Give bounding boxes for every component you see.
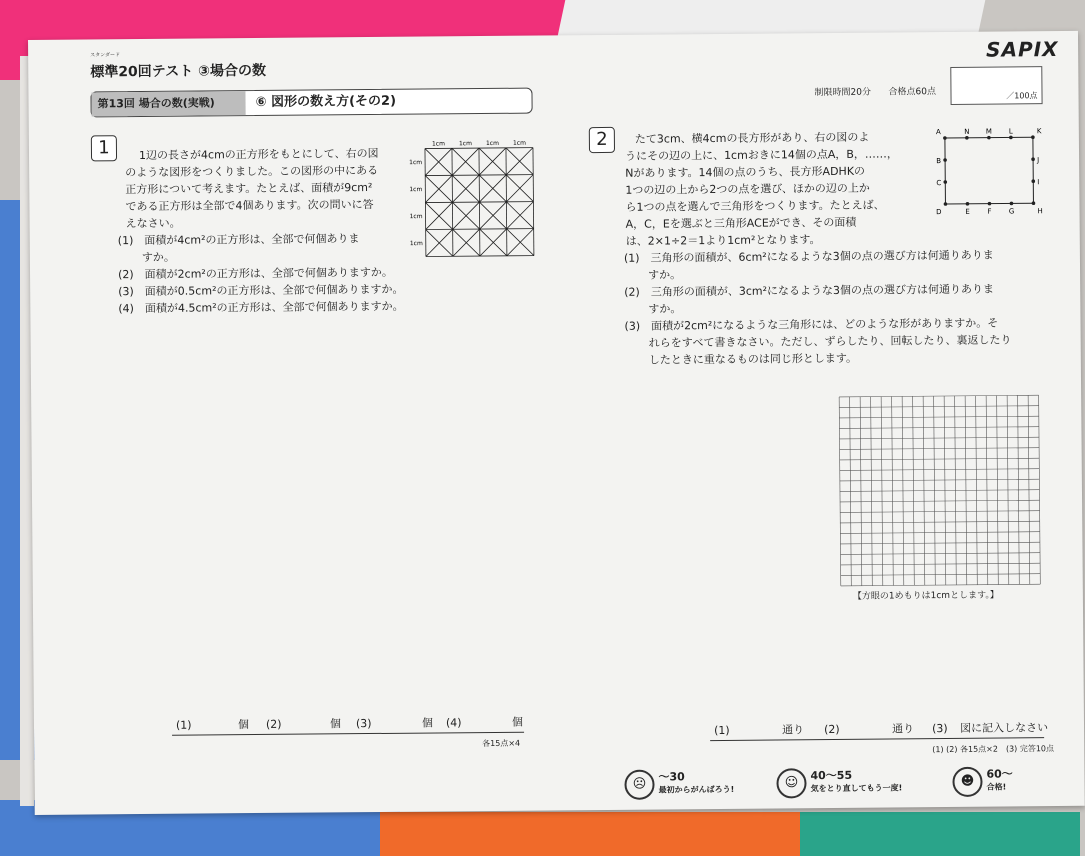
unit-label: 1cm bbox=[409, 159, 423, 167]
question-1-text bbox=[117, 145, 404, 317]
q2-answer-grid[interactable] bbox=[837, 393, 1043, 587]
graph-line bbox=[840, 458, 1039, 460]
point-H bbox=[1032, 201, 1036, 205]
graph-line bbox=[839, 395, 1038, 397]
q2-line: 1つの辺の上から2つの点を選び、ほかの辺の上か bbox=[625, 181, 870, 197]
unit-label: 1cm bbox=[409, 213, 423, 221]
point-K bbox=[1031, 135, 1035, 139]
feedback-high-message: 合格! bbox=[986, 782, 1007, 792]
q1-line: のような図形をつくりました。この図形の中にある bbox=[125, 163, 379, 180]
point-label: C bbox=[936, 179, 942, 188]
laugh-face-icon: ☻ bbox=[952, 767, 982, 797]
q1-line: 1辺の長さが4cmの正方形をもとにして、右の図 bbox=[138, 146, 379, 163]
rectangle-adhk bbox=[945, 137, 1034, 204]
point-label: B bbox=[936, 157, 942, 166]
feedback-mid-message: 気をとり直してもう一度! bbox=[810, 783, 903, 794]
q2-line: したときに重なるものは同じ形とします。 bbox=[648, 351, 857, 367]
feedback-mid-range: 40～55 bbox=[810, 768, 853, 783]
point-label: M bbox=[985, 127, 992, 136]
q1-answer-3-label: (3) bbox=[355, 717, 372, 731]
q2-line: すか。 bbox=[648, 302, 682, 316]
q1-answer-1-unit[interactable]: 個 bbox=[237, 718, 250, 732]
q2-line: は、2×1÷2＝1より1cm²となります。 bbox=[625, 233, 821, 248]
graph-line bbox=[839, 416, 1038, 418]
q2-line: すか。 bbox=[648, 268, 682, 282]
q2-answer-2-unit[interactable]: 通り bbox=[891, 722, 915, 736]
graph-line bbox=[840, 521, 1039, 523]
pass-score: 合格点60点 bbox=[888, 87, 936, 98]
q2-line: うにその辺の上に、1cmおきに14個の点A，B，……， bbox=[624, 147, 898, 163]
point-D bbox=[944, 202, 948, 206]
graph-line bbox=[841, 584, 1040, 586]
q1-subquestion-3: (3) 面積が0.5cm²の正方形は、全部で何個ありますか。 bbox=[118, 282, 404, 299]
q2-answer-3-instruction: 図に記入しなさい bbox=[959, 721, 1049, 735]
unit-label: 1cm bbox=[485, 139, 499, 148]
banner-topic: ⑥ 図形の数え方(その2) bbox=[255, 93, 397, 111]
unit-label: 1cm bbox=[512, 139, 526, 147]
point-label: A bbox=[936, 128, 941, 137]
point-label: J bbox=[1037, 156, 1040, 165]
feedback-mid bbox=[810, 766, 902, 794]
sad-face-icon: ☹ bbox=[624, 770, 654, 800]
q2-subquestion-3: (3) 面積が2cm²になるような三角形には、どのような形がありますか。そ bbox=[624, 316, 999, 333]
q1-subquestion-2: (2) 面積が2cm²の正方形は、全部で何個ありますか。 bbox=[117, 265, 393, 282]
q1-answer-line bbox=[172, 732, 524, 736]
smile-face-icon: ☺ bbox=[776, 768, 806, 798]
point-label: N bbox=[964, 127, 970, 136]
background-teal-book bbox=[800, 812, 1080, 856]
sapix-logo: SAPIX bbox=[986, 37, 1059, 62]
graph-line bbox=[840, 479, 1039, 481]
q2-answer-1-label: (1) bbox=[713, 723, 730, 738]
point-I bbox=[1031, 179, 1035, 183]
q1-answer-3-unit[interactable]: 個 bbox=[421, 716, 434, 730]
section-banner bbox=[90, 88, 532, 118]
point-label: E bbox=[965, 207, 970, 216]
point-label: L bbox=[1008, 127, 1013, 136]
q1-answer-4-unit[interactable]: 個 bbox=[511, 715, 524, 729]
q1-answer-2-unit[interactable]: 個 bbox=[329, 717, 342, 731]
question-2-number: 2 bbox=[589, 127, 615, 153]
point-L bbox=[1009, 136, 1013, 140]
q1-answer-4-label: (4) bbox=[445, 716, 462, 730]
q1-points: 各15点×4 bbox=[482, 738, 521, 749]
q2-figure-rectangle-points bbox=[929, 119, 1043, 220]
point-label: F bbox=[987, 207, 992, 216]
point-G bbox=[1010, 202, 1014, 206]
time-limit: 制限時間20分 bbox=[814, 87, 871, 99]
point-M bbox=[987, 136, 991, 140]
point-label: K bbox=[1036, 127, 1042, 136]
point-label: I bbox=[1037, 178, 1040, 187]
banner-chapter: 第13回 場合の数(実戦) bbox=[91, 91, 245, 116]
series-title: 標準20回テスト ③場合の数 bbox=[90, 62, 267, 81]
graph-line bbox=[840, 542, 1039, 544]
q2-subquestion-2: (2) 三角形の面積が、3cm²になるような3個の点の選び方は何通りありま bbox=[624, 282, 995, 299]
q2-points: (1) (2) 各15点×2 (3) 完答10点 bbox=[932, 744, 1055, 755]
q1-answer-2-label: (2) bbox=[265, 717, 282, 731]
feedback-high-range: 60～ bbox=[986, 767, 1013, 781]
graph-line bbox=[840, 490, 1039, 492]
q2-line: ら1つの点を選んで三角形をつくります。たとえば、 bbox=[625, 198, 885, 214]
graph-line bbox=[840, 437, 1039, 439]
q1-line: えなさい。 bbox=[125, 216, 181, 231]
q1-line: すか。 bbox=[141, 250, 175, 265]
q1-line: である正方形は全部で4個あります。次の問いに答 bbox=[125, 197, 374, 214]
graph-line bbox=[840, 511, 1039, 513]
q2-answer-3-label: (3) bbox=[931, 722, 948, 736]
q2-subquestion-1: (1) 三角形の面積が、6cm²になるような3個の点の選び方は何通りありま bbox=[623, 248, 994, 265]
score-box[interactable] bbox=[950, 66, 1042, 105]
q1-figure-square-grid bbox=[401, 136, 534, 261]
q2-line: たて3cm、横4cmの長方形があり、右の図のよ bbox=[634, 130, 870, 146]
q2-grid-caption: 【方眼の1めもりは1cmとします。】 bbox=[852, 590, 999, 602]
q2-answer-2-label: (2) bbox=[823, 722, 840, 737]
q2-answer-1-unit[interactable]: 通り bbox=[781, 723, 805, 737]
q1-subquestion-4: (4) 面積が4.5cm²の正方形は、全部で何個ありますか。 bbox=[118, 299, 404, 316]
q2-answer-line bbox=[710, 737, 1044, 741]
unit-label: 1cm bbox=[458, 140, 472, 148]
score-total: ／100点 bbox=[1006, 91, 1038, 101]
unit-label: 1cm bbox=[431, 140, 445, 148]
graph-line bbox=[841, 553, 1040, 555]
point-label: H bbox=[1037, 207, 1043, 216]
point-B bbox=[943, 158, 947, 162]
feedback-low-range: ～30 bbox=[658, 770, 685, 784]
test-page bbox=[28, 31, 1085, 815]
point-E bbox=[966, 202, 970, 206]
point-label: D bbox=[936, 208, 942, 217]
point-J bbox=[1031, 157, 1035, 161]
q2-line: Nがあります。14個の点のうち、長方形ADHKの bbox=[625, 164, 866, 180]
graph-line bbox=[841, 574, 1040, 576]
q1-answer-1-label: (1) bbox=[175, 718, 192, 732]
graph-line bbox=[840, 532, 1039, 534]
point-N bbox=[965, 136, 969, 140]
point-label: G bbox=[1008, 207, 1015, 216]
feedback-low-message: 最初からがんばろう! bbox=[658, 784, 735, 795]
graph-line bbox=[841, 563, 1040, 565]
feedback-high bbox=[986, 765, 1013, 792]
q1-line: 正方形について考えます。たとえば、面積が9cm² bbox=[125, 181, 373, 197]
unit-label: 1cm bbox=[409, 186, 423, 194]
graph-line bbox=[839, 427, 1038, 429]
feedback-low bbox=[658, 768, 734, 796]
background-orange-book bbox=[380, 812, 800, 856]
q2-line: れらをすべて書きなさい。ただし、ずらしたり、回転したり、裏返したり bbox=[648, 333, 1012, 350]
series-ruby: スタンダード bbox=[90, 52, 120, 59]
q1-subquestion-1: (1) 面積が4cm²の正方形は、全部で何個ありま bbox=[117, 232, 360, 248]
graph-line bbox=[840, 469, 1039, 471]
graph-line bbox=[839, 406, 1038, 408]
graph-line bbox=[840, 448, 1039, 450]
point-A bbox=[943, 136, 947, 140]
point-C bbox=[943, 180, 947, 184]
question-1-number: 1 bbox=[91, 135, 117, 161]
graph-line bbox=[840, 500, 1039, 502]
point-F bbox=[988, 202, 992, 206]
q2-line: A，C，Eを選ぶと三角形ACEができ、その面積 bbox=[625, 215, 857, 231]
unit-label: 1cm bbox=[409, 240, 423, 248]
